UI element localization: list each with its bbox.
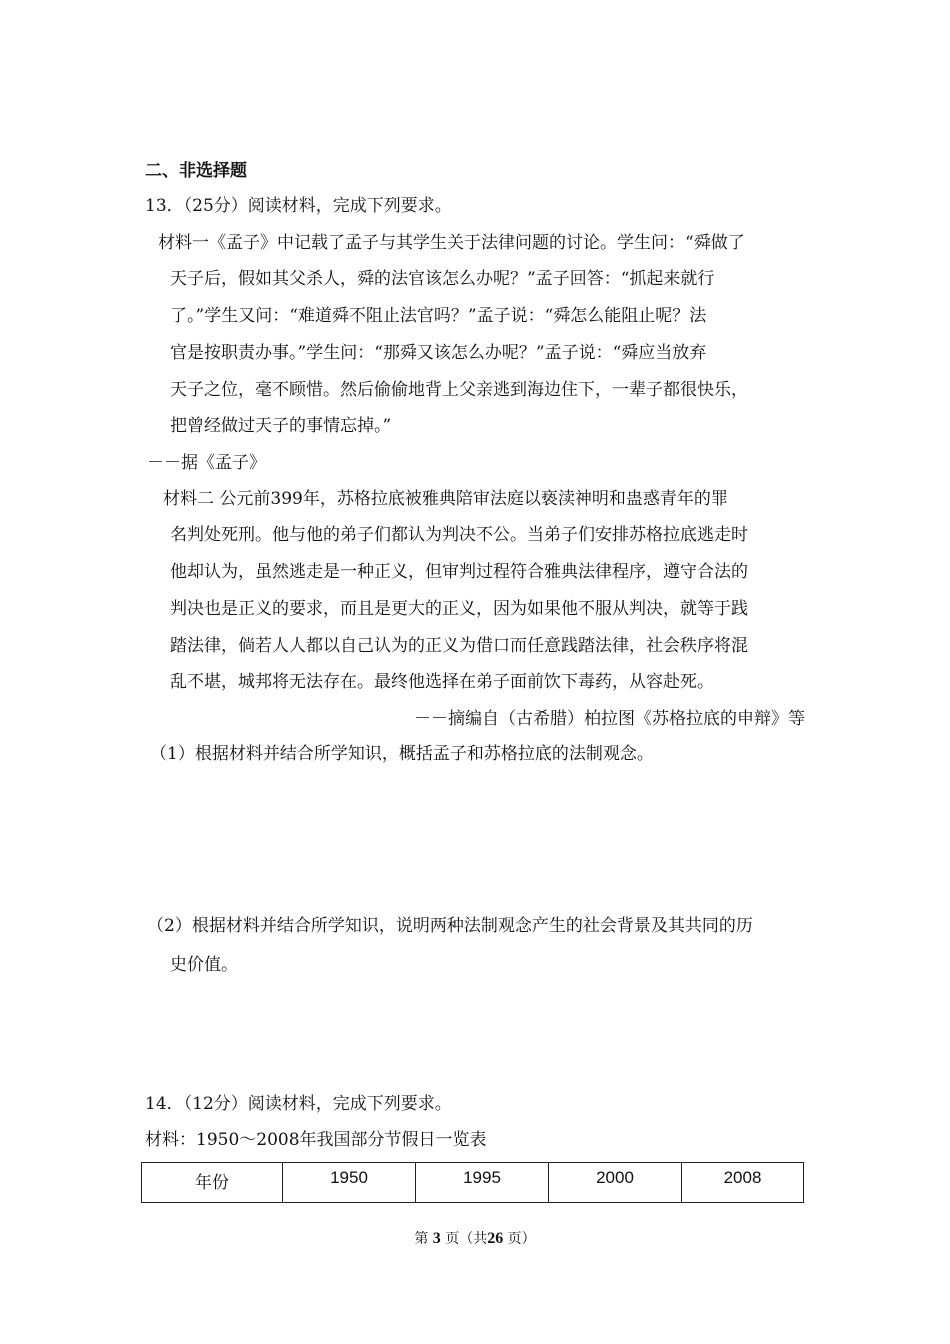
- footer-prefix: 第: [414, 1231, 429, 1247]
- material2-line: 判决也是正义的要求，而且是更大的正义，因为如果他不服从判决，就等于践: [170, 599, 748, 619]
- question-14-header: 14．（12分）阅读材料，完成下列要求。: [145, 1094, 452, 1114]
- material2-line: 名判处死刑。他与他的弟子们都认为判决不公。当弟子们安排苏格拉底逃走时: [170, 525, 748, 545]
- page-footer: [0, 1228, 950, 1248]
- table-header-cell: 2000: [549, 1163, 682, 1203]
- sub-question-2-continued: 史价值。: [170, 955, 238, 975]
- table-header-cell: 1950: [283, 1163, 416, 1203]
- material1-line: 天子之位，毫不顾惜。然后偷偷地背上父亲逃到海边住下，一辈子都很快乐，: [170, 380, 748, 400]
- material-title: 材料：1950～2008年我国部分节假日一览表: [145, 1130, 487, 1150]
- footer-suffix: 页）: [507, 1231, 536, 1247]
- material1-line: 官是按职责办事。”学生问：“那舜又该怎么办呢？”孟子说：“舜应当放弃: [170, 343, 707, 363]
- sub-question-1: （1）根据材料并结合所学知识，概括孟子和苏格拉底的法制观念。: [150, 744, 654, 764]
- section-title: 二、非选择题: [145, 161, 247, 181]
- material2-source: －－摘编自（古希腊）柏拉图《苏格拉底的申辩》等: [414, 709, 805, 729]
- table-header-cell: 年份: [142, 1163, 283, 1203]
- material1-source: －－据《孟子》: [147, 453, 266, 473]
- table-header-cell: 2008: [682, 1163, 804, 1203]
- footer-total-pages: 26: [487, 1230, 504, 1247]
- material1-line: 把曾经做过天子的事情忘掉。”: [170, 416, 392, 436]
- material1-line: 天子后，假如其父杀人，舜的法官该怎么办呢？”孟子回答：“抓起来就行: [170, 269, 715, 289]
- material2-line: 乱不堪，城邦将无法存在。最终他选择在弟子面前饮下毒药，从容赴死。: [170, 672, 714, 692]
- material2-line: 他却认为，虽然逃走是一种正义，但审判过程符合雅典法律程序，遵守合法的: [170, 562, 748, 582]
- footer-middle: 页（共: [445, 1231, 488, 1247]
- question-13-header: 13．（25分）阅读材料，完成下列要求。: [145, 196, 452, 216]
- material2-line: 材料二 公元前399年，苏格拉底被雅典陪审法庭以亵渎神明和蛊惑青年的罪: [163, 489, 728, 509]
- table-header-cell: 1995: [416, 1163, 549, 1203]
- material2-line: 踏法律，倘若人人都以自己认为的正义为借口而任意践踏法律，社会秩序将混: [170, 636, 748, 656]
- sub-question-2: （2）根据材料并结合所学知识，说明两种法制观念产生的社会背景及其共同的历: [147, 916, 753, 936]
- material1-line: 了。”学生又问：“难道舜不阻止法官吗？”孟子说：“舜怎么能阻止呢？法: [170, 306, 707, 326]
- table-row: [142, 1163, 804, 1203]
- holiday-table: [141, 1162, 804, 1203]
- footer-page-number: 3: [432, 1230, 441, 1247]
- material1-line: 材料一《孟子》中记载了孟子与其学生关于法律问题的讨论。学生问：“舜做了: [158, 233, 745, 253]
